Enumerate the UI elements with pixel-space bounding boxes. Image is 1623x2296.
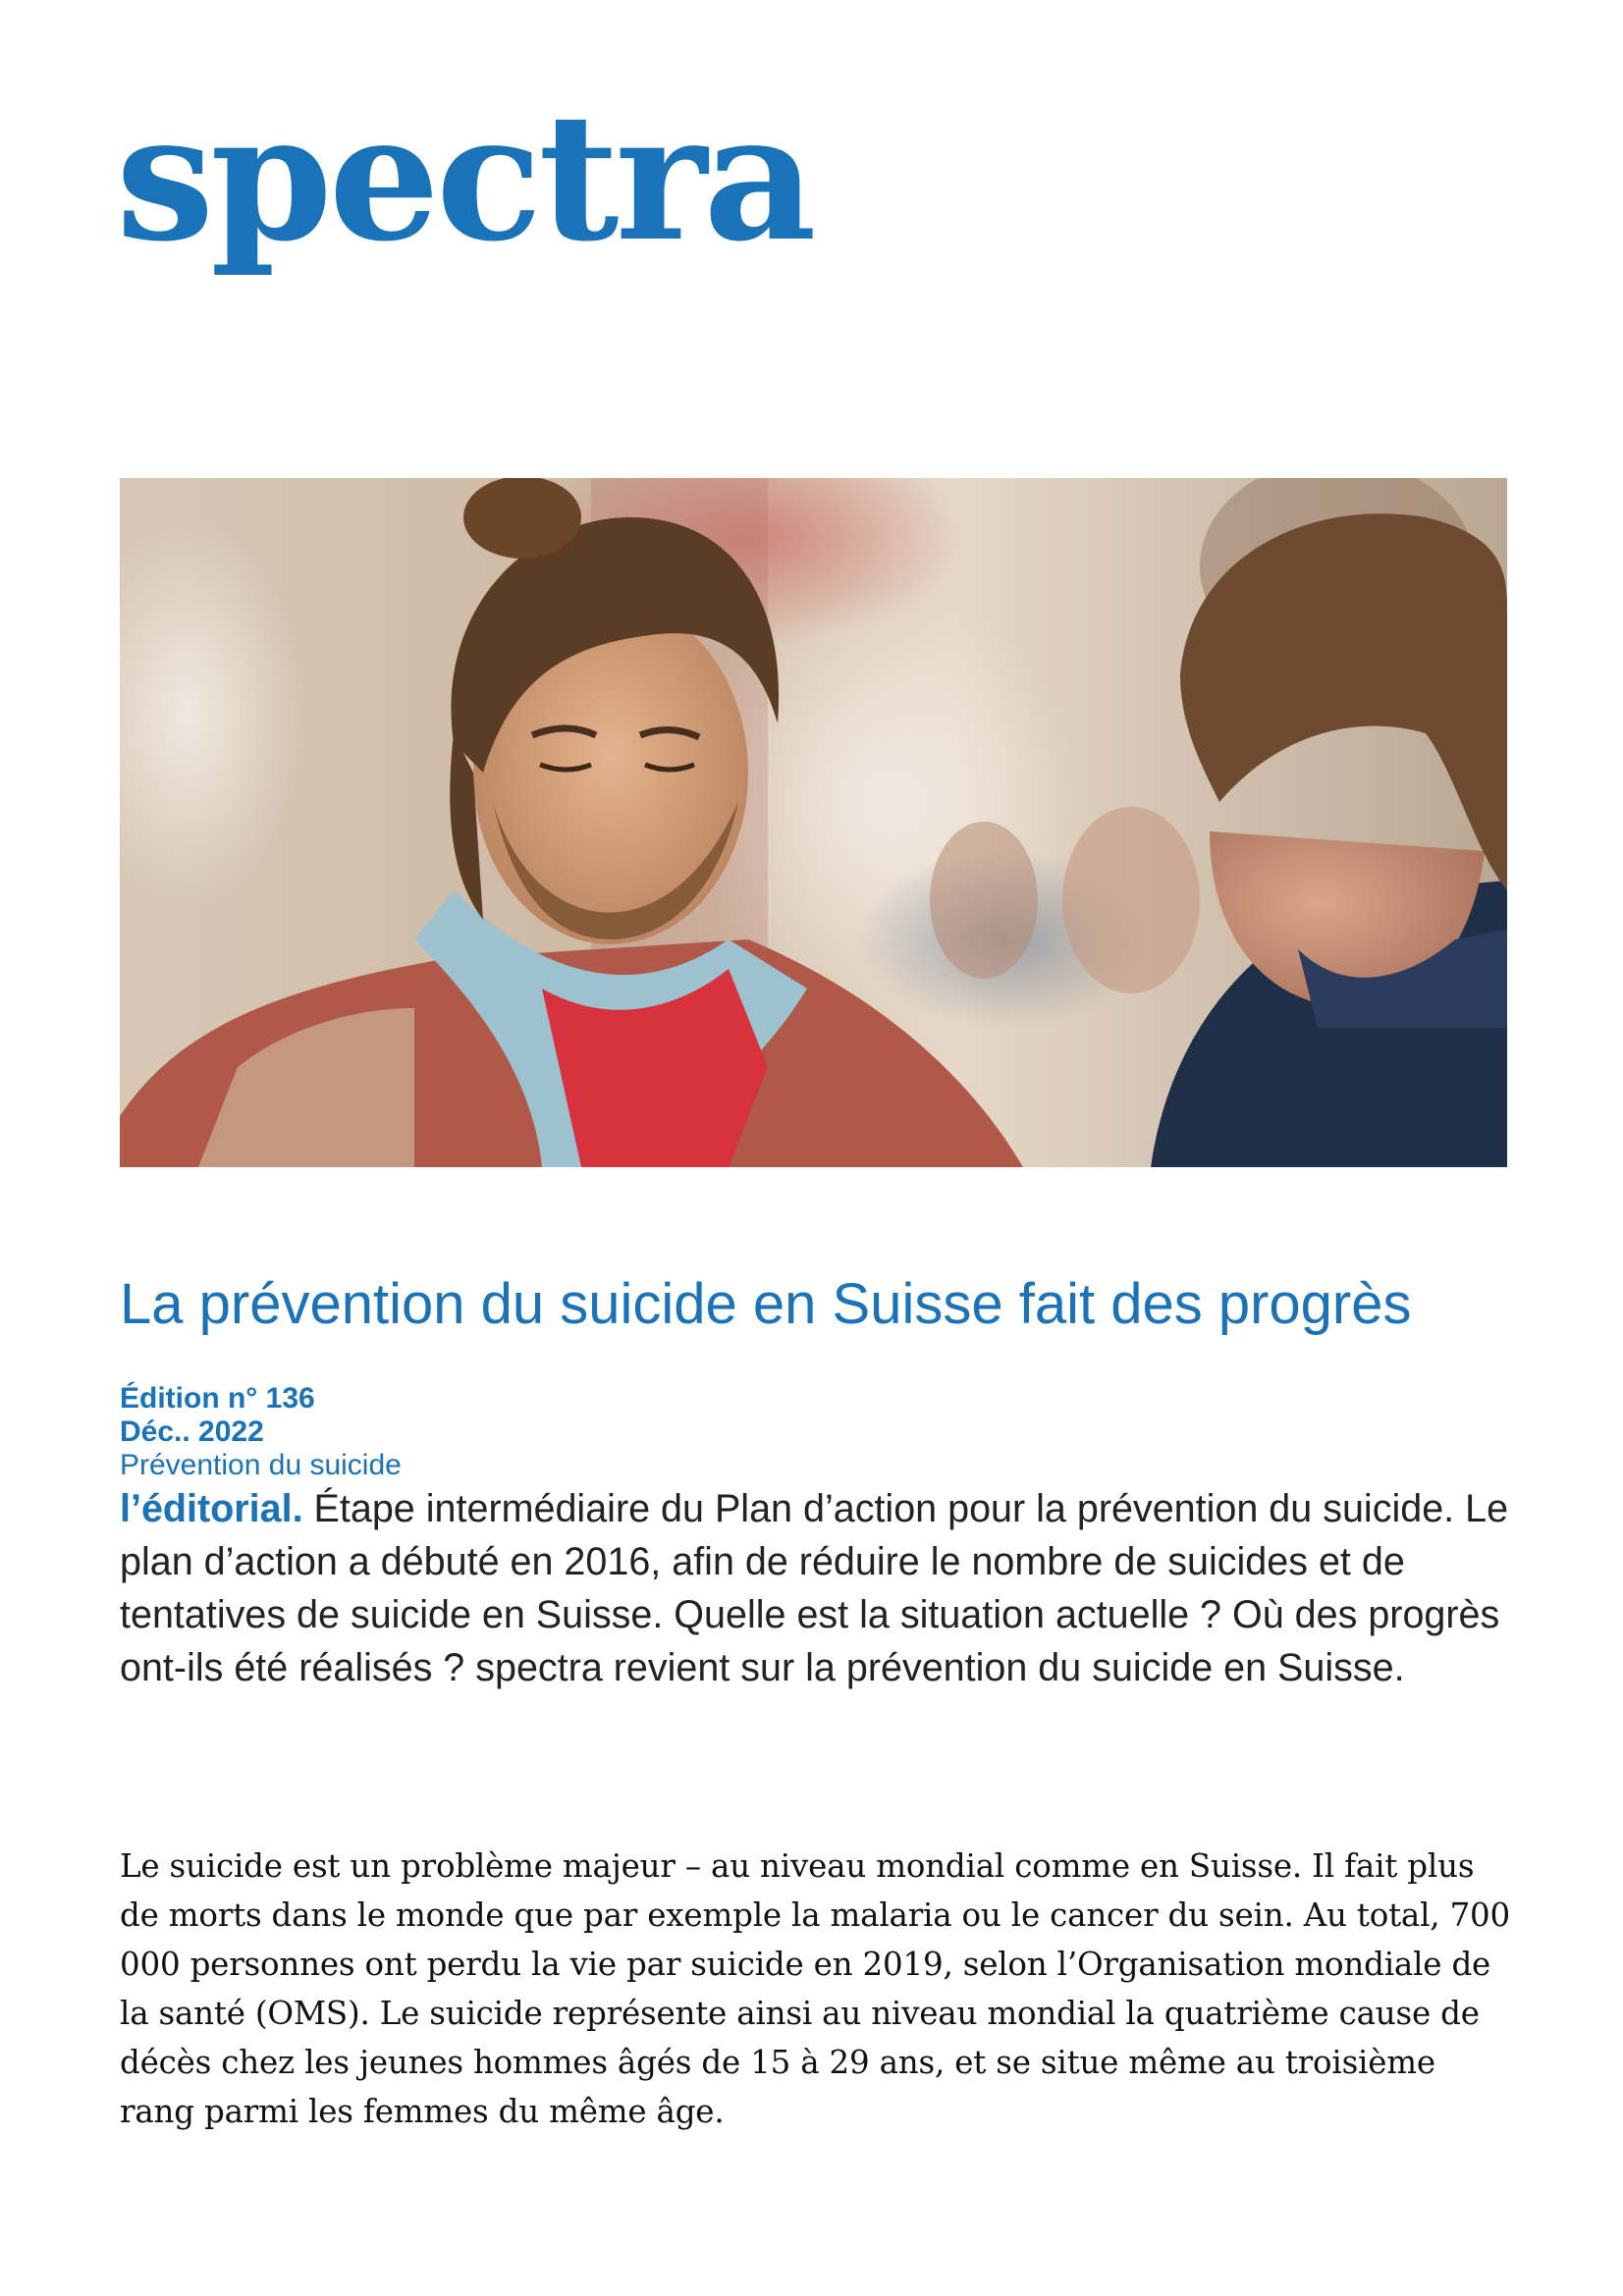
article-lead (120, 1482, 1534, 1694)
article-category: Prévention du suicide (120, 1449, 402, 1481)
hero-photo-illustration (120, 478, 1507, 1167)
publication-date: Déc.. 2022 (120, 1415, 264, 1448)
article-meta (120, 1382, 402, 1482)
hero-photo (120, 478, 1507, 1167)
edition-number: Édition n° 136 (120, 1382, 315, 1415)
article-body: Le suicide est un problème majeur – au niveau mondial comme en Suisse. Il fait plus de morts dans le monde que par exemple la malaria ou le cancer du sein. Au total, 700 000 personnes ont perdu la vie par suicide en 2019, selon l’Organisation mondiale de la santé (OMS). Le suicide représente ainsi au niveau mondial la quatrième cause de décès chez les jeunes hommes âgés de 15 à 29 ans, et se situe même au troisième rang parmi les femmes du même âge. (120, 1847, 1510, 2130)
lead-text: Étape intermédiaire du Plan d’action pour la prévention du suicide. Le plan d’action a débuté en 2016, afin de réduire le nombre de suicides et de tentatives de suicide en Suisse. Quelle est la situation actuelle ? Où des progrès ont-ils été réalisés ? spectra revient sur la prévention du suicide en Suisse. (120, 1487, 1509, 1689)
lead-kicker: l’éditorial. (120, 1487, 303, 1530)
spectra-logo: spectra (116, 75, 813, 280)
article-title: La prévention du suicide en Suisse fait des progrès (120, 1272, 1412, 1336)
